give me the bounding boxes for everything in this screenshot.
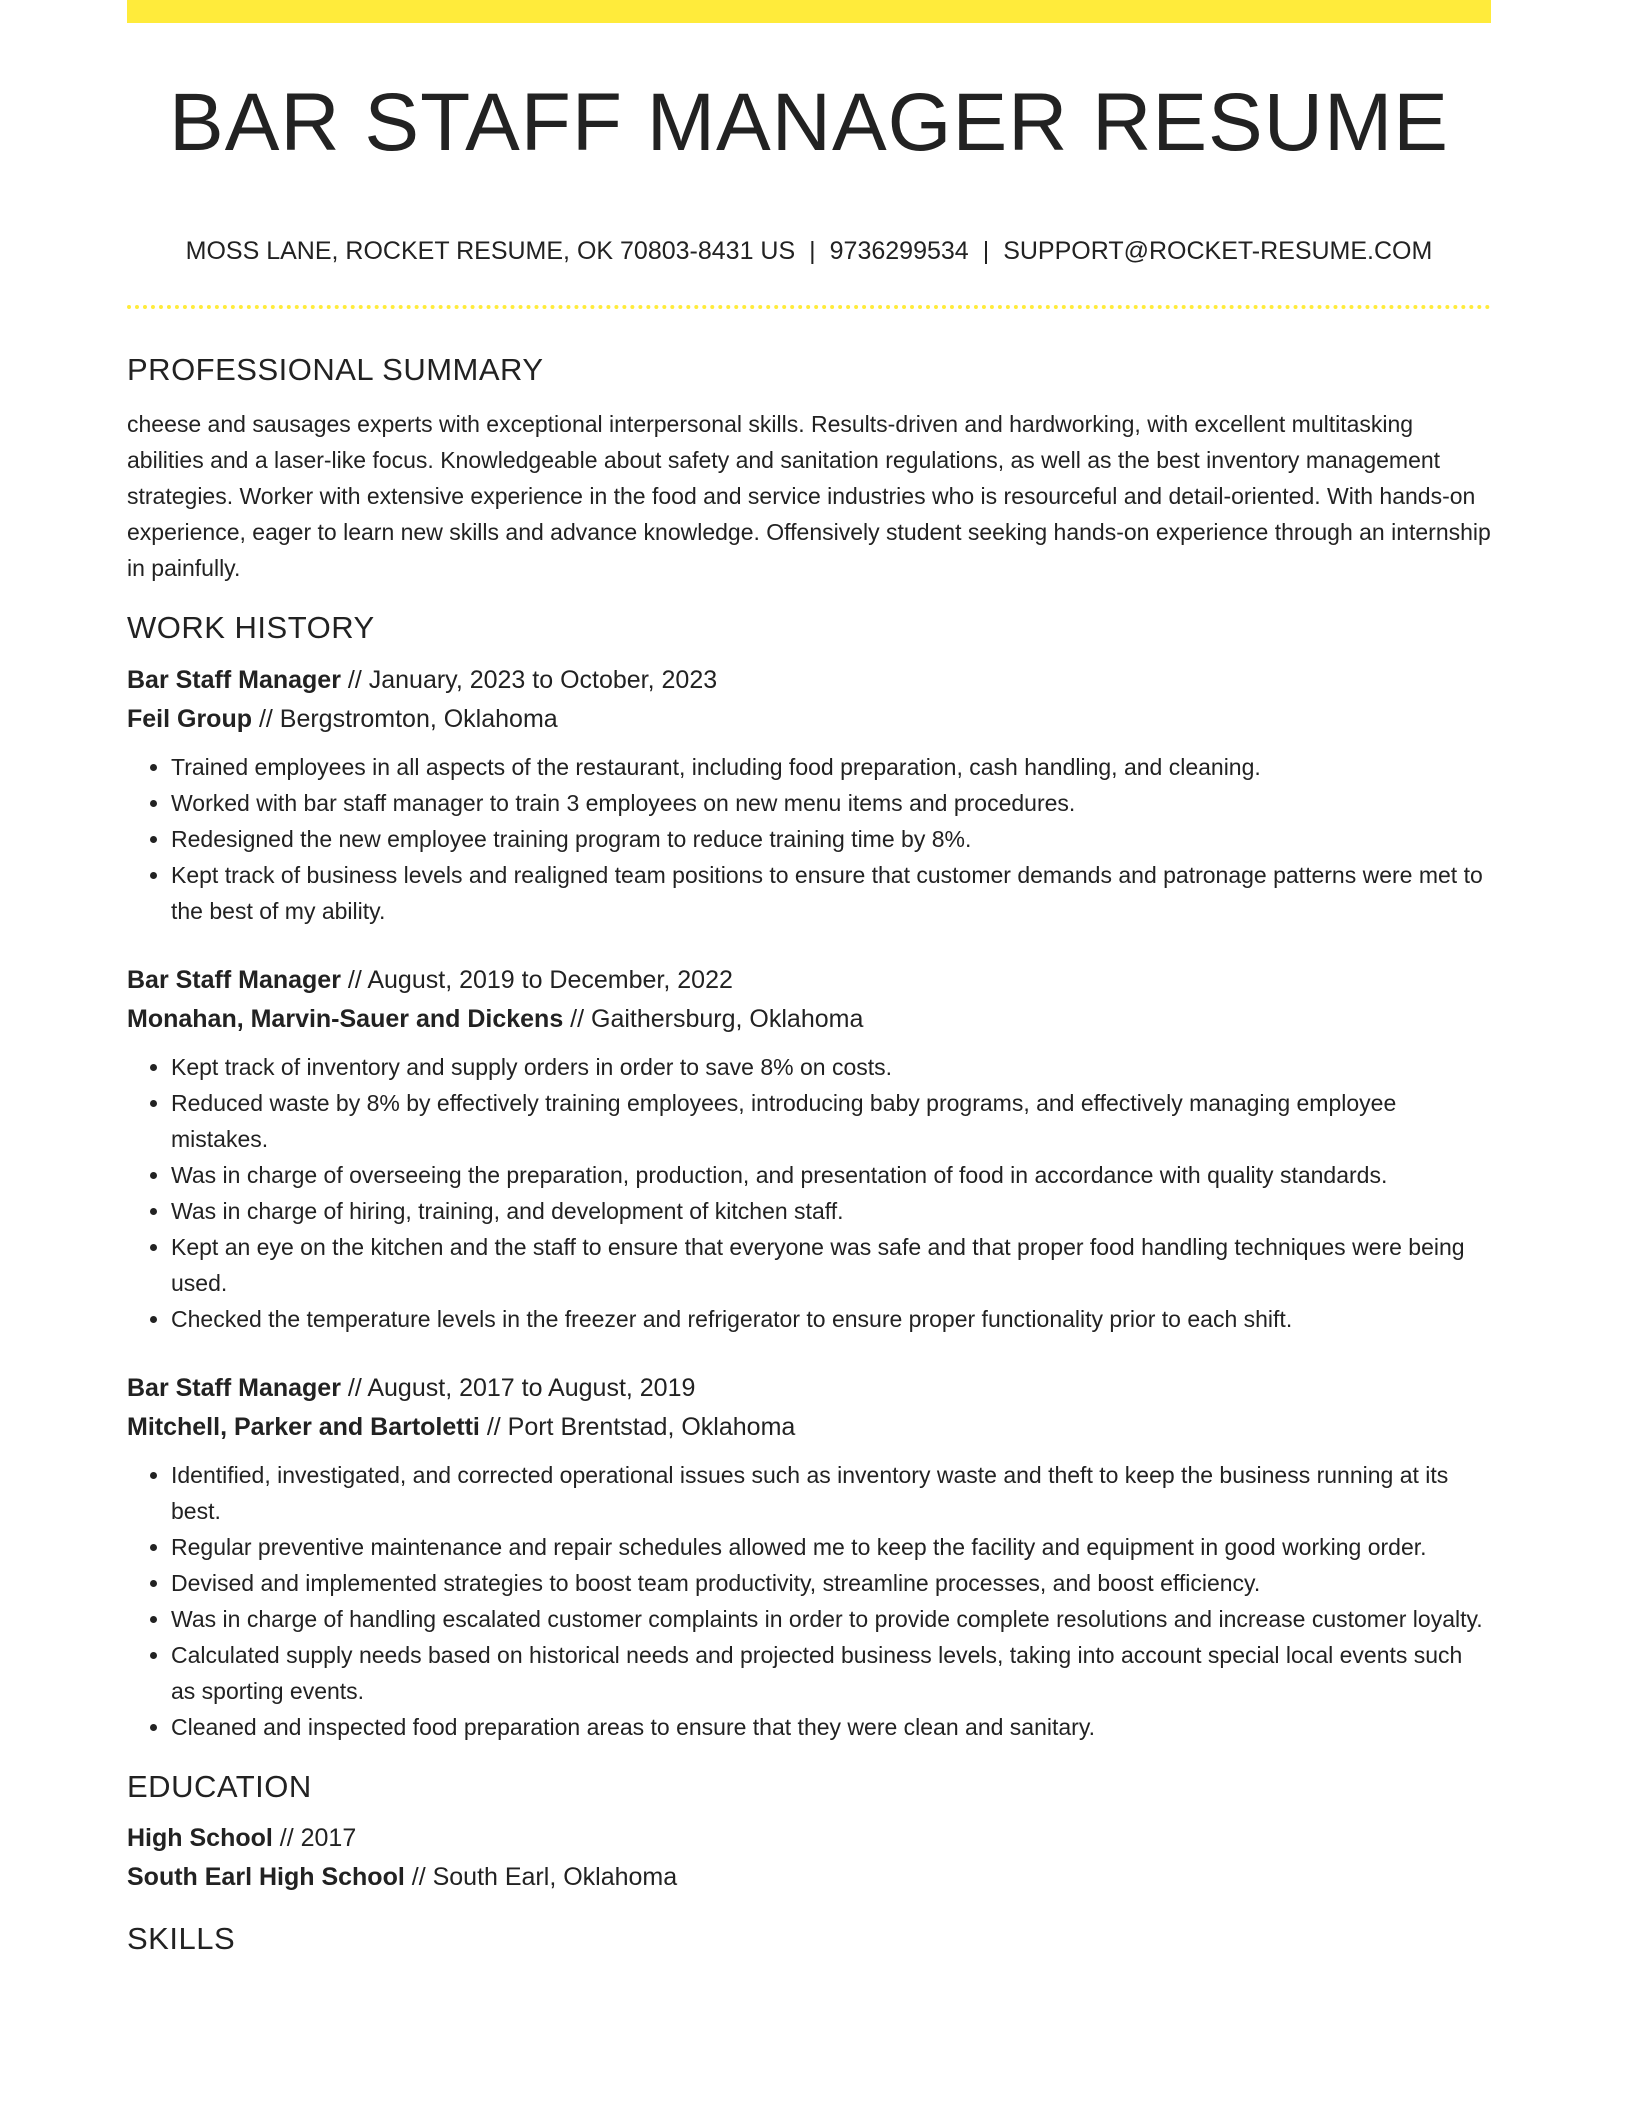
summary-section [127,350,1491,586]
summary-heading: PROFESSIONAL SUMMARY [127,352,544,387]
job-title: Bar Staff Manager [127,965,341,994]
job-bullet: • Devised and implemented strategies to boost team productivity, streamline processes, and boost efficiency. [171,1565,1491,1601]
job-entry [127,961,1491,1337]
contact-address: MOSS LANE, ROCKET RESUME, OK 70803-8431 US [185,237,796,265]
job-title-line [127,961,1491,1000]
job-title: Bar Staff Manager [127,1373,341,1402]
resume-title: BAR STAFF MANAGER RESUME [169,77,1449,168]
job-location: // Gaithersburg, Oklahoma [563,1004,864,1033]
education-degree-line [127,1819,1491,1858]
job-bullet: • Cleaned and inspected food preparation areas to ensure that they were clean and sanitary. [171,1709,1491,1745]
contact-separator: | [809,237,816,265]
job-location: // Port Brentstad, Oklahoma [479,1412,796,1441]
skills-heading: SKILLS [127,1920,236,1956]
job-bullet: • Regular preventive maintenance and repair schedules allowed me to keep the facility and equipment in good working order. [171,1529,1491,1565]
job-dates: // August, 2017 to August, 2019 [340,1373,696,1402]
header-divider [127,305,1491,309]
contact-email: SUPPORT@ROCKET-RESUME.COM [1003,237,1433,265]
contact-line [127,236,1491,266]
education-section [127,1767,1491,1897]
education-school: South Earl High School [127,1862,405,1891]
job-company-line [127,1000,1491,1039]
job-bullet: • Redesigned the new employee training program to reduce training time by 8%. [171,821,1491,857]
job-bullets [127,1049,1491,1337]
job-bullet: • Identified, investigated, and corrected operational issues such as inventory waste and theft to keep the business running at its best. [171,1457,1491,1529]
job-company-line [127,1408,1491,1447]
job-entry [127,1369,1491,1745]
accent-top-bar [127,0,1491,23]
job-company: Feil Group [127,704,252,733]
education-year: // 2017 [272,1823,357,1852]
education-entry [127,1819,1491,1897]
job-bullet: • Kept track of inventory and supply orders in order to save 8% on costs. [171,1049,1491,1085]
education-location: // South Earl, Oklahoma [404,1862,678,1891]
job-bullet: • Calculated supply needs based on historical needs and projected business levels, taking into account special local events such as sporting events. [171,1637,1491,1709]
work-history-section [127,608,1491,1744]
job-bullet: • Was in charge of hiring, training, and development of kitchen staff. [171,1193,1491,1229]
job-entry [127,661,1491,929]
job-bullet: • Reduced waste by 8% by effectively training employees, introducing baby programs, and effectively managing employee mistakes. [171,1085,1491,1157]
contact-separator: | [982,237,990,265]
job-company-line [127,700,1491,739]
job-bullet: • Checked the temperature levels in the freezer and refrigerator to ensure proper functionality prior to each shift. [171,1301,1491,1337]
job-title-line [127,1369,1491,1408]
job-bullets [127,1457,1491,1745]
education-school-line [127,1858,1491,1897]
job-bullets [127,749,1491,929]
job-location: // Bergstromton, Oklahoma [252,704,558,733]
job-bullet: • Kept an eye on the kitchen and the staff to ensure that everyone was safe and that proper food handling techniques were being used. [171,1229,1491,1301]
job-title-line [127,661,1491,700]
skills-section [127,1919,1491,1959]
job-title: Bar Staff Manager [127,665,341,694]
job-bullet: • Was in charge of handling escalated customer complaints in order to provide complete resolutions and increase customer loyalty. [171,1601,1491,1637]
job-bullet: • Was in charge of overseeing the preparation, production, and presentation of food in accordance with quality standards. [171,1157,1491,1193]
job-company: Mitchell, Parker and Bartoletti [127,1412,480,1441]
job-bullet: • Kept track of business levels and realigned team positions to ensure that customer demands and patronage patterns were met to the best of my ability. [171,857,1491,929]
education-degree: High School [127,1823,273,1852]
resume-content [127,350,1491,1959]
job-bullet: • Worked with bar staff manager to train 3 employees on new menu items and procedures. [171,785,1491,821]
education-heading: EDUCATION [127,1768,312,1804]
contact-phone: 9736299534 [829,237,969,265]
work-history-heading: WORK HISTORY [127,610,375,646]
job-bullet: • Trained employees in all aspects of the restaurant, including food preparation, cash handling, and cleaning. [171,749,1491,785]
summary-text: cheese and sausages experts with exceptional interpersonal skills. Results-driven and hardworking, with excellent multitasking abilities and a laser-like focus. Knowledgeable about safety and sanitation regulations, as well as the best inventory management strategies. Worker with extensive experience in the food and service industries who is resourceful and detail-oriented. With hands-on experience, eager to learn new skills and advance knowledge. Offensively student seeking hands-on experience through an internship in painfully. [127,411,1491,582]
job-dates: // August, 2019 to December, 2022 [340,965,733,994]
job-dates: // January, 2023 to October, 2023 [340,665,718,694]
job-company: Monahan, Marvin-Sauer and Dickens [127,1004,564,1033]
